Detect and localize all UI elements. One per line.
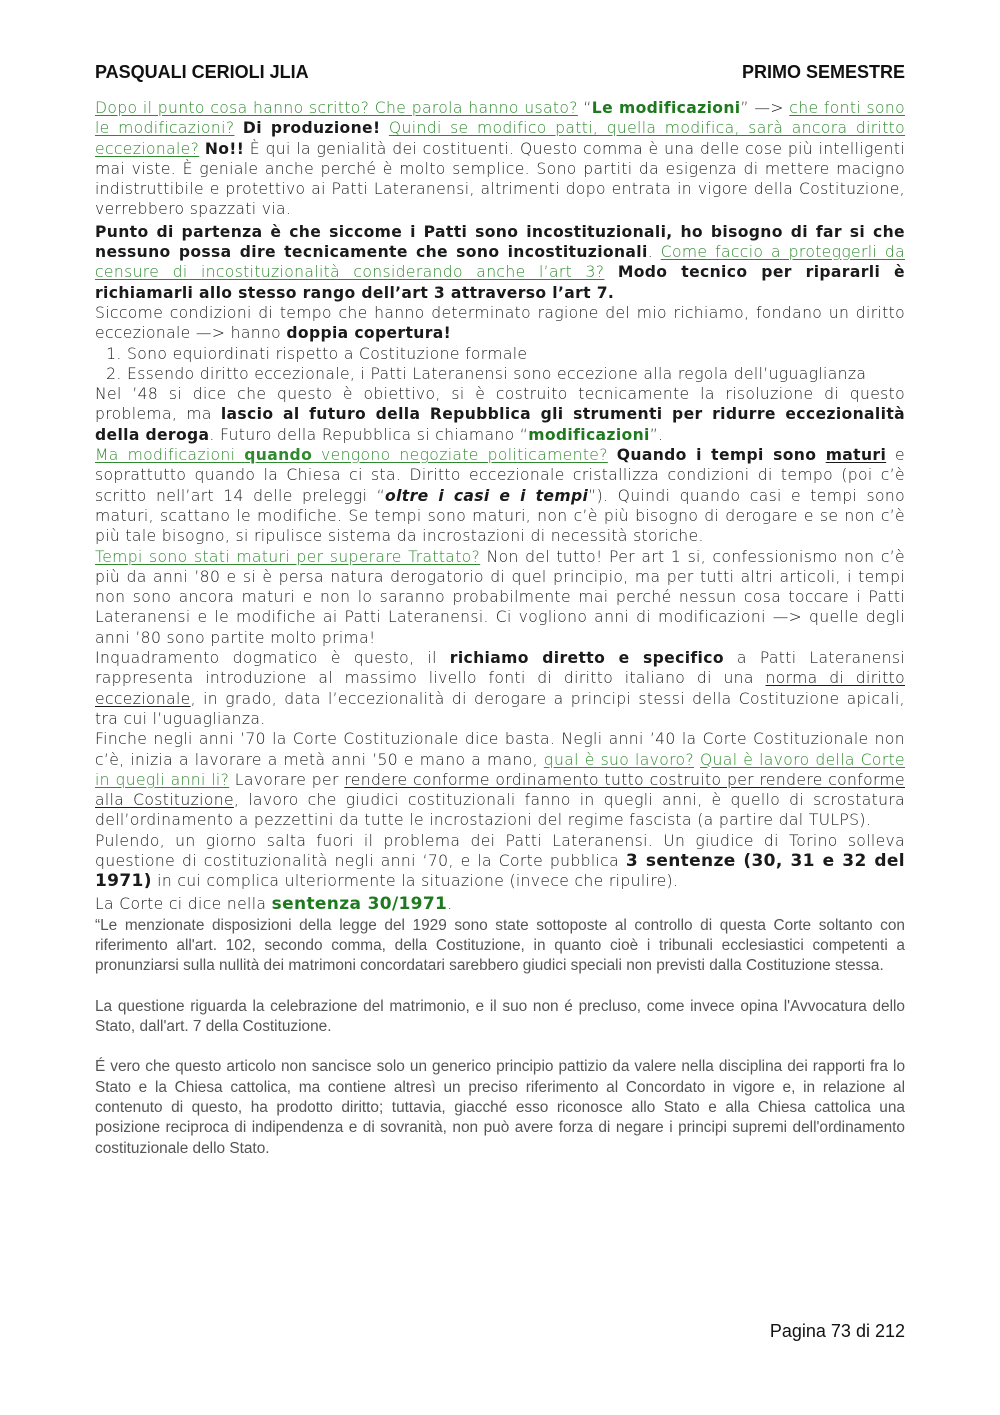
text-span: . [447, 894, 453, 913]
text-span: ” —> [740, 99, 790, 117]
paragraph-6 [95, 547, 905, 648]
text-span: “ [577, 99, 592, 117]
bold-text: richiamo diretto e specifico [449, 649, 724, 668]
text-span: Lavorare per [229, 770, 345, 789]
question-text: Tempi sono stati maturi per superare Trattato? [95, 547, 481, 566]
text-span: ”. [649, 425, 664, 444]
underlined-text: norma di diritto eccezionale [95, 669, 906, 708]
bold-text: 3 sentenze (30, 31 e 32 del 1971) [95, 850, 905, 892]
text-span: Inquadramento dogmatico è questo, il [95, 649, 450, 668]
bold-text: doppia copertura! [286, 324, 452, 343]
bold-italic-quote: oltre i casi e i tempi [385, 486, 589, 505]
bold-text: Quando i tempi sono [616, 446, 826, 465]
question-text: qual è suo lavoro? [543, 750, 695, 769]
bold-underlined-text: maturi [825, 446, 887, 465]
paragraph-9 [95, 831, 905, 892]
text-span: in cui complica ulteriormente la situazione (invece che ripulire). [151, 872, 679, 891]
court-quote [95, 916, 905, 1159]
highlight-term: Le modificazioni [591, 99, 741, 117]
highlight-term: sentenza 30/1971 [271, 893, 448, 914]
text-span: . [647, 243, 661, 262]
paragraph-3 [95, 303, 905, 344]
quote-paragraph: É vero che questo articolo non sancisce solo un generico principio pattizio da valere nella disciplina dei rapporti fra lo Stato e la Chiesa cattolica, ma contiene altresì un preciso riferimento al Concordato in vigore e, in relazione al contenuto di questo, ha prodotto diritto; tuttavia, giacché esso riconosce allo Stato e alla Chiesa cattolica una posizione reciproca di indipendenza e di sovranità, non può avere forza di negare i principi supremi dell'ordinamento costituzionale dello Stato. [95, 1058, 905, 1157]
text-span: La Corte ci dice nella [95, 894, 272, 913]
text-span [380, 119, 388, 137]
text-span [234, 119, 242, 137]
question-text: che fonti sono le modificazioni? [95, 99, 905, 138]
text-span [604, 263, 617, 281]
text-span: Siccome condizioni di tempo che hanno determinato ragione del mio richiamo, fondano un diritto eccezionale —> hanno [95, 303, 905, 343]
text-span: , lavoro che giudici costituzionali fanno in quegli anni, è quello di scrostatura dell’ordinamento a pezzettini da tutte le incrostazioni del regime fascista (a partire dal TULPS). [95, 791, 905, 830]
list-item: 1. Sono equiordinati rispetto a Costituzione formale [127, 344, 905, 364]
bold-answer: Di produzione! [242, 119, 381, 138]
text-span: È qui la genialità dei costituenti. Questo comma è una delle cose più intelligenti mai viste. È geniale anche perché è molto semplice. Sono partiti da esigenza di mettere macigno indistruttibile e protettivo ai Patti Lateranensi, altrimenti dopo entrata in vigore della Costituzione, verrebbero spazzati via. [95, 139, 906, 219]
text-span [608, 446, 617, 464]
paragraph-10 [95, 894, 905, 914]
question-text: vengono negoziate politicamente? [312, 446, 608, 465]
page-number: Pagina 73 di 212 [769, 1321, 905, 1341]
bold-text: Punto di partenza è che siccome i Patti sono incostituzionali, ho bisogno di far si che nessuno possa dire tecnicamente che sono incostituzionali [95, 222, 905, 262]
text-span: ”). Quindi quando casi e tempi sono maturi, scattano le modifiche. Se tempi sono maturi, non c’è più bisogno di derogare e se non c’è più tale bisogno, si ripulisce sistema da incrostazioni di necessità storiche. [95, 486, 905, 546]
highlight-term: modificazioni [528, 425, 650, 444]
text-span: . Futuro della Repubblica si chiamano “ [209, 425, 529, 444]
question-text: Come faccio a proteggerli da censure di incostituzionalità considerando anche l’art 3? [95, 243, 906, 282]
numbered-list [95, 344, 905, 385]
paragraph-5 [95, 445, 905, 546]
text-span: Finche negli anni ’70 la Corte Costituzionale dice basta. Negli anni ’40 la Corte Costituzionale non c’è, inizia a lavorare a metà anni ’50 e mano a mano, [95, 730, 905, 769]
bold-text: Modo tecnico per ripararli è richiamarli allo stesso rango dell’art 3 attraverso l’art 7. [95, 263, 905, 302]
semester-label: PRIMO SEMESTRE [741, 62, 905, 82]
page-header [95, 62, 905, 83]
question-text: Dopo il punto cosa hanno scritto? Che parola hanno usato? [95, 99, 578, 117]
text-span: Nel ’48 si dice che questo è obiettivo, si è costruito tecnicamente la risoluzione di questo problema, ma [95, 385, 905, 424]
text-span: Non del tutto! Per art 1 si, confessionismo non c’è più da anni ’80 e si è persa natura derogatorio di quel principio, ma per tutti altri articoli, i tempi non sono ancora maturi e non lo saranno probabilmente mai perché nessun cosa toccare i Patti Lateranensi e le modifiche ai Patti Lateranensi. Ci vogliono anni di modificazioni —> quelle degli anni ’80 sono partite molto prima! [95, 547, 905, 647]
question-text: Ma modificazioni [95, 446, 245, 465]
quote-paragraph: “Le menzionate disposizioni della legge del 1929 sono state sottoposte al controllo di questa Corte soltanto con riferimento all'art. 102, secondo comma, della Costituzione, in quanto cioè i tribunali ecclesiastici competenti a pronunziarsi sulla nullità dei matrimoni concordatari sarebbero giudici speciali non previsti dalla Costituzione stessa. [95, 916, 905, 975]
question-emphasis: quando [244, 446, 313, 465]
paragraph-7 [95, 648, 905, 729]
text-span: a Patti Lateranensi rappresenta introduzione al massimo livello fonti di diritto italiano di una [95, 649, 906, 688]
paragraph-1 [95, 98, 905, 220]
question-text: Quindi se modifico patti, quella modifica, sarà ancora diritto eccezionale? [95, 119, 906, 158]
bold-text: lascio al futuro della Repubblica gli strumenti per ridurre eccezionalità della deroga [95, 405, 905, 444]
quote-paragraph: La questione riguarda la celebrazione del matrimonio, e il suo non é precluso, come invece opina l'Avvocatura dello Stato, dall'art. 7 della Costituzione. [95, 997, 905, 1036]
list-item: 2. Essendo diritto eccezionale, i Patti Lateranensi sono eccezione alla regola dell’uguaglianza [127, 364, 905, 384]
underlined-text: rendere conforme ordinamento tutto costruito per rendere conforme alla Costituzione [95, 770, 905, 810]
question-text: Qual è lavoro della Corte in quegli anni li? [95, 750, 905, 789]
main-content [95, 98, 905, 1179]
text-span: e soprattutto quando la Chiesa ci sta. Diritto eccezionale cristallizza condizioni di tempo (poi c’è scritto nell’art 14 delle preleggi “ [95, 446, 906, 505]
text-span: Pulendo, un giorno salta fuori il problema dei Patti Lateranensi. Un giudice di Torino solleva questione di costituzionalità negli anni ‘70, e la Corte pubblica [95, 831, 905, 870]
paragraph-2 [95, 222, 905, 303]
paragraph-4 [95, 384, 905, 445]
paragraph-8 [95, 729, 905, 830]
bold-answer: No!! [204, 139, 245, 158]
author-name: PASQUALI CERIOLI JLIA [95, 62, 309, 82]
text-span: , in grado, data l’eccezionalità di derogare a principi stessi della Costituzione apicali, tra cui l’uguaglianza. [95, 689, 905, 728]
